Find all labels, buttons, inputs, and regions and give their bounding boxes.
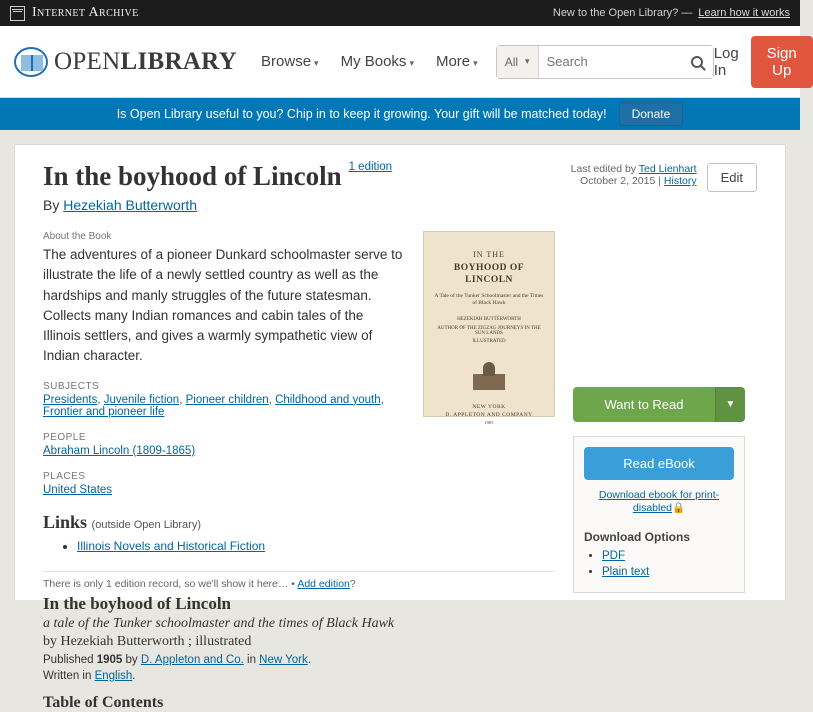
sign-up-button[interactable]: Sign Up [751, 36, 813, 88]
log-in-link[interactable]: Log In [713, 44, 739, 79]
chevron-down-icon: ▾ [314, 58, 319, 68]
last-editor-link[interactable]: Ted Lienhart [638, 163, 697, 175]
publish-place-link[interactable]: New York [259, 653, 308, 666]
search-input[interactable] [539, 46, 681, 78]
download-plain-text-link[interactable]: Plain text [602, 566, 650, 578]
subjects-label: SUBJECTS [43, 380, 100, 392]
logo-library-text: LIBRARY [120, 47, 238, 75]
add-edition-link[interactable]: Add edition [297, 577, 350, 590]
want-to-read-dropdown-icon[interactable]: ▼ [715, 387, 745, 422]
want-to-read-button[interactable]: Want to Read [573, 387, 715, 422]
byline [43, 197, 555, 213]
chevron-down-icon: ▾ [409, 58, 414, 68]
cover-line-8: D. APPLETON AND COMPANY [445, 412, 533, 419]
links-heading-note: (outside Open Library) [91, 518, 201, 531]
chevron-down-icon: ▾ [473, 58, 478, 68]
edition-note-separator: • [291, 577, 295, 590]
nav-item-browse[interactable] [261, 53, 319, 70]
donation-banner [0, 98, 800, 130]
new-to-open-library-note: New to the Open Library? — [552, 7, 693, 19]
links-heading-text: Links [43, 511, 88, 532]
published-year: 1905 [96, 653, 123, 666]
edition-subtitle: a tale of the Tunker schoolmaster and the times of Black Hawk [43, 615, 395, 631]
learn-how-it-works-link[interactable]: Learn how it works [698, 7, 790, 19]
person-link[interactable]: Abraham Lincoln (1809-1865) [43, 444, 196, 457]
table-of-contents-heading: Table of Contents [43, 693, 164, 711]
last-edited-prefix: Last edited by [570, 163, 637, 175]
subject-link[interactable]: Presidents [43, 393, 98, 406]
nav-item-browse-label: Browse [261, 53, 312, 70]
internet-archive-title: Internet Archive [32, 5, 139, 20]
edition-count-link[interactable]: 1 edition [348, 161, 393, 173]
external-links-list [43, 539, 403, 553]
language-link[interactable]: English [94, 669, 133, 682]
in-word: in [247, 653, 256, 666]
cover-illustration-icon [461, 350, 517, 394]
open-library-book-icon [14, 47, 48, 77]
edition-title: In the boyhood of Lincoln [43, 593, 231, 613]
cover-line-9: 1905 [484, 420, 494, 426]
read-ebook-button[interactable]: Read eBook [584, 447, 734, 480]
about-section [43, 231, 555, 555]
nav-item-more-label: More [435, 53, 471, 70]
last-edited-line [571, 163, 697, 175]
open-library-logo[interactable] [14, 47, 237, 77]
download-options-heading: Download Options [584, 530, 690, 544]
primary-nav [261, 53, 478, 70]
edit-meta [571, 163, 757, 192]
cover-line-2: BOYHOOD OF LINCOLN [453, 263, 525, 285]
internet-archive-bar [0, 0, 800, 26]
subjects-links: Presidents, Juvenile fiction, Pioneer children, Childhood and youth, Frontier and pioneer life [43, 393, 384, 418]
subject-link[interactable]: Juvenile fiction [103, 393, 180, 406]
external-link[interactable]: Illinois Novels and Historical Fiction [77, 538, 266, 553]
download-print-disabled-row [584, 489, 734, 514]
list-item [602, 566, 734, 578]
period: . [132, 669, 136, 682]
edition-language-line [43, 670, 555, 682]
download-print-disabled-link[interactable]: Download ebook for print-disabled [598, 489, 720, 514]
place-link[interactable]: United States [43, 483, 113, 496]
history-link[interactable]: History [663, 175, 697, 187]
written-in-label: Written in [43, 669, 92, 682]
subject-link[interactable]: Pioneer children [185, 393, 269, 406]
places-block [43, 471, 403, 496]
chevron-down-icon: ▾ [525, 56, 530, 66]
author-link[interactable]: Hezekiah Butterworth [63, 197, 198, 213]
links-heading [43, 512, 403, 533]
nav-item-my-books[interactable] [341, 53, 414, 70]
add-edition-help: ? [349, 577, 356, 590]
edition-note-text: There is only 1 edition record, so we'll show it here… [43, 577, 289, 590]
auth-actions [714, 36, 813, 88]
history-separator: | [658, 175, 661, 187]
search-scope-selector[interactable] [497, 46, 539, 78]
internet-archive-logo[interactable] [10, 5, 139, 21]
search-icon [691, 56, 703, 68]
ia-bar-right [553, 7, 790, 19]
read-panel [573, 436, 745, 593]
edition-byline: by Hezekiah Butterworth ; illustrated [43, 633, 252, 649]
sidebar-column [570, 161, 745, 600]
search-scope-label: All [504, 54, 519, 69]
archive-building-icon [10, 6, 25, 21]
page-title: In the boyhood of Lincoln [43, 161, 342, 191]
places-label: PLACES [43, 470, 86, 482]
title-row [43, 161, 555, 192]
subject-link[interactable]: Frontier and pioneer life [43, 405, 165, 418]
about-the-book-label: About the Book [43, 231, 112, 242]
book-description: The adventures of a pioneer Dunkard schoolmaster serve to illustrate the life of a newly settled country as well as the hardships and manly struggles of the future statesman. Collects many Indian romances and cabin tales of the Illinois settlers, and gives a warmly sympathetic view of Indian character. [43, 247, 403, 364]
last-edited-date-line [571, 175, 697, 187]
masthead [0, 26, 800, 98]
cover-line-4: HEZEKIAH BUTTERWORTH [457, 317, 521, 323]
search-box [496, 45, 714, 79]
edit-button[interactable]: Edit [707, 163, 757, 192]
byline-prefix: By [43, 197, 60, 213]
people-block [43, 432, 403, 457]
period: . [307, 653, 311, 666]
places-links [43, 484, 403, 496]
download-formats-list [584, 550, 734, 578]
cover-line-5: AUTHOR OF THE ZIGZAG JOURNEYS IN THE SUN LANDS [437, 326, 541, 337]
cover-line-7: NEW YORK [472, 404, 506, 411]
open-library-wordmark [54, 48, 237, 76]
cover-line-6: ILLUSTRATED [472, 339, 506, 345]
last-edited-date: October 2, 2015 [580, 175, 656, 187]
download-pdf-link[interactable]: PDF [602, 550, 625, 562]
list-item [77, 539, 403, 553]
published-by-word: by [125, 653, 138, 666]
logo-open-text: OPEN [54, 47, 121, 75]
cover-line-1: IN THE [473, 250, 505, 259]
search-button[interactable] [681, 46, 713, 78]
donation-banner-text: Is Open Library useful to you? Chip in to keep it growing. Your gift will be matched today! [116, 107, 607, 121]
published-label: Published [43, 653, 94, 666]
subject-link[interactable]: Childhood and youth [275, 393, 381, 406]
donate-button[interactable]: Donate [619, 102, 684, 126]
publisher-link[interactable]: D. Appleton and Co. [140, 653, 244, 666]
want-to-read-group [573, 387, 745, 422]
book-cover-image[interactable] [423, 231, 555, 426]
nav-item-more[interactable] [436, 53, 478, 70]
people-label: PEOPLE [43, 431, 87, 443]
list-item [602, 550, 734, 562]
nav-item-my-books-label: My Books [340, 53, 407, 70]
about-text [43, 231, 403, 555]
book-page [14, 144, 786, 711]
lock-icon: 🔒 [672, 502, 686, 514]
last-edited-info [571, 163, 697, 187]
cover-line-3: A Tale of the Tunker Schoolmaster and the Times of Black Hawk [434, 292, 544, 307]
edition-publish-line [43, 654, 555, 666]
subjects-block [43, 381, 403, 418]
people-links [43, 445, 403, 457]
edition-note [43, 571, 555, 590]
main-column [43, 161, 555, 711]
